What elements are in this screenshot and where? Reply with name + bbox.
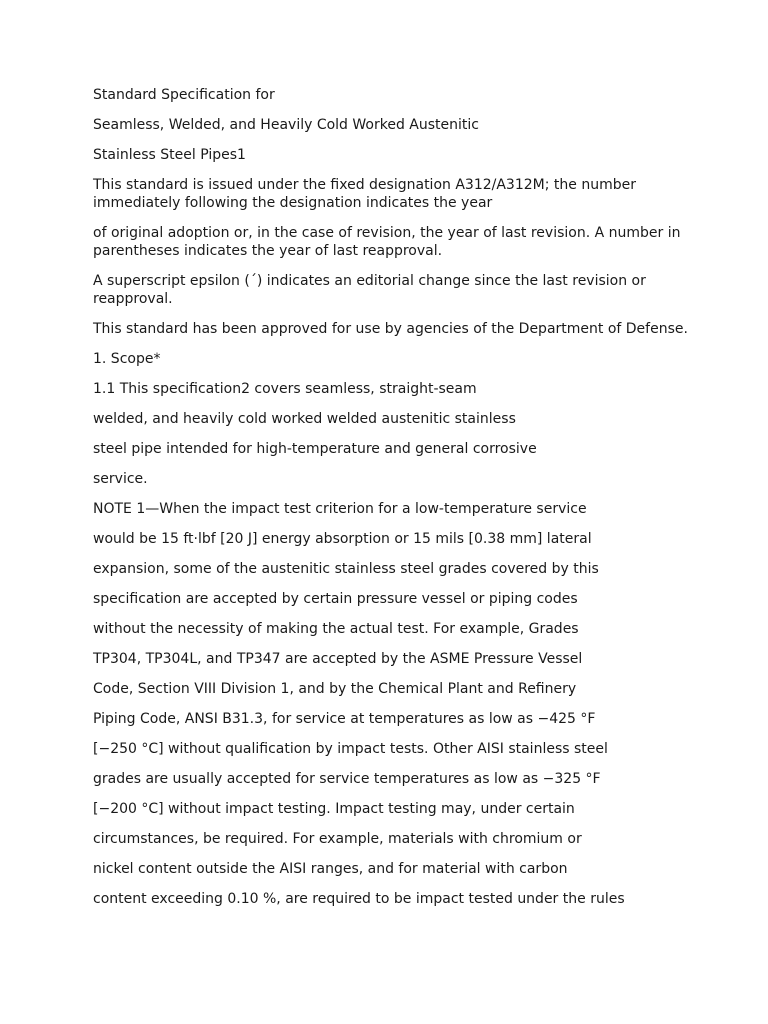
intro-paragraph: A superscript epsilon (´) indicates an editorial change since the last revision or reapproval. bbox=[93, 273, 646, 307]
title-line: Standard Specification for bbox=[93, 87, 275, 103]
note-line: would be 15 ft·lbf [20 J] energy absorption or 15 mils [0.38 mm] lateral bbox=[93, 531, 592, 547]
scope-line: 1.1 This specification2 covers seamless, straight-seam bbox=[93, 381, 477, 397]
note-line: TP304, TP304L, and TP347 are accepted by the ASME Pressure Vessel bbox=[93, 651, 583, 667]
document-body bbox=[93, 86, 693, 920]
title-line: Seamless, Welded, and Heavily Cold Worked Austenitic bbox=[93, 117, 479, 133]
note-line: nickel content outside the AISI ranges, and for material with carbon bbox=[93, 861, 568, 877]
scope-line: steel pipe intended for high-temperature and general corrosive bbox=[93, 441, 537, 457]
note-line: [−200 °C] without impact testing. Impact testing may, under certain bbox=[93, 801, 575, 817]
note-line: without the necessity of making the actual test. For example, Grades bbox=[93, 621, 579, 637]
scope-line: service. bbox=[93, 471, 148, 487]
note-line: Piping Code, ANSI B31.3, for service at temperatures as low as −425 °F bbox=[93, 711, 596, 727]
note-line: circumstances, be required. For example, materials with chromium or bbox=[93, 831, 582, 847]
note-line: grades are usually accepted for service temperatures as low as −325 °F bbox=[93, 771, 601, 787]
section-heading: 1. Scope* bbox=[93, 351, 161, 367]
note-line: Code, Section VIII Division 1, and by the Chemical Plant and Refinery bbox=[93, 681, 577, 697]
intro-paragraph: This standard has been approved for use by agencies of the Department of Defense. bbox=[93, 321, 688, 337]
note-line: expansion, some of the austenitic stainless steel grades covered by this bbox=[93, 561, 599, 577]
intro-paragraph: This standard is issued under the fixed designation A312/A312M; the number immediately following the designation indicates the year bbox=[93, 177, 636, 211]
note-line: content exceeding 0.10 %, are required to be impact tested under the rules bbox=[93, 891, 625, 907]
note-line: specification are accepted by certain pressure vessel or piping codes bbox=[93, 591, 578, 607]
note-line: NOTE 1—When the impact test criterion for a low-temperature service bbox=[93, 501, 587, 517]
intro-paragraph: of original adoption or, in the case of revision, the year of last revision. A number in parentheses indicates the year of last reapproval. bbox=[93, 225, 681, 259]
title-line: Stainless Steel Pipes1 bbox=[93, 147, 246, 163]
scope-line: welded, and heavily cold worked welded austenitic stainless bbox=[93, 411, 516, 427]
note-line: [−250 °C] without qualification by impact tests. Other AISI stainless steel bbox=[93, 741, 608, 757]
